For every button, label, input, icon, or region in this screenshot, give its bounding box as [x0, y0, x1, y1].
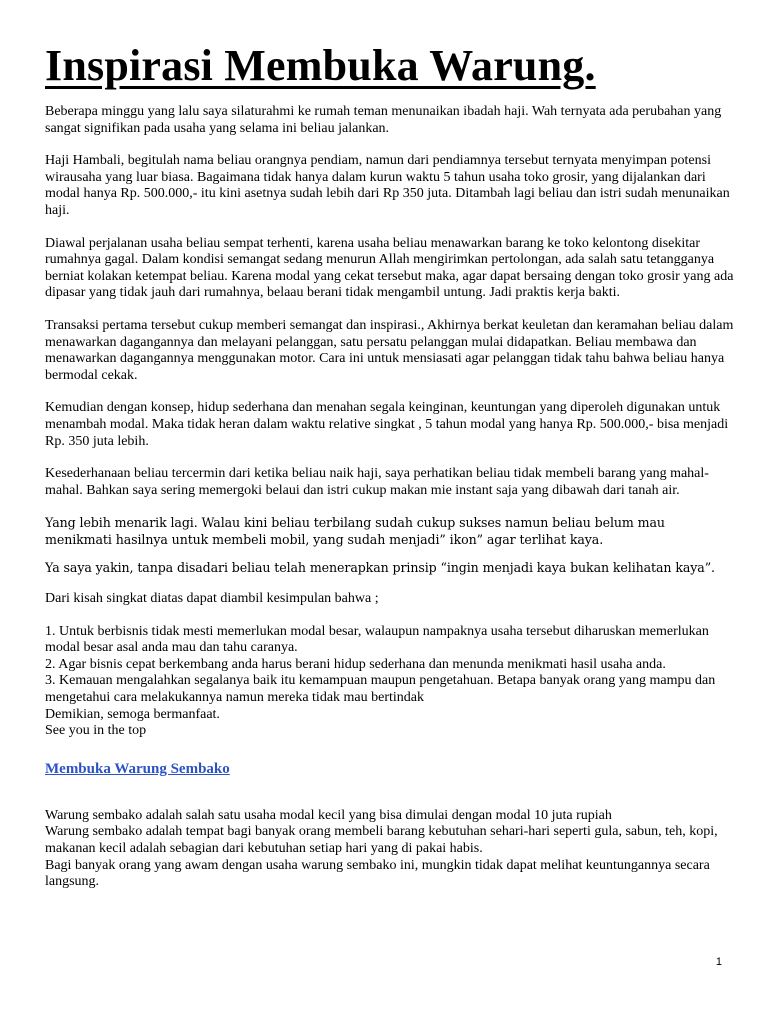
document-page [45, 40, 735, 891]
paragraph-transaksi: Transaksi pertama tersebut cukup memberi semangat dan inspirasi., Akhirnya berkat keuletan dan keramahan beliau dalam menawarkan dagangannya dan melayani pelanggan, satu persatu pelanggan mulai didapatkan. Beliau membawa dan menawarkan dagangannya menggunakan motor. Cara ini untuk mensiasati agar pelanggan tidak tahu bahwa beliau hanya bermodal cekak. [45, 317, 734, 383]
section-line-2: Warung sembako adalah tempat bagi banyak orang membeli barang kebutuhan sehari-hari seperti gula, sabun, teh, kopi, makanan kecil adalah sebagian dari kebutuhan setiap hari yang di pakai habis. [45, 824, 718, 856]
paragraph-kesederhanaan: Kesederhanaan beliau tercermin dari ketika beliau naik haji, saya perhatikan beliau tidak membeli barang yang mahal-mahal. Bahkan saya sering memergoki belaui dan istri cukup makan mie instant saja yang dibawah dari tanah air. [45, 466, 709, 498]
conclusion-item-2: 2. Agar bisnis cepat berkembang anda harus berani hidup sederhana dan menunda menikmati hasil usaha anda. [45, 656, 666, 672]
paragraph-intro: Beberapa minggu yang lalu saya silaturahmi ke rumah teman menunaikan ibadah haji. Wah ternyata ada perubahan yang sangat signifikan pada usaha yang selama ini beliau jalankan. [45, 104, 722, 136]
paragraph-haji-hambali: Haji Hambali, begitulah nama beliau orangnya pendiam, namun dari pendiamnya tersebut ternyata menyimpan potensi wirausaha yang luar biasa. Bagaimana tidak hanya dalam kurun waktu 5 tahun usaha toko grosir, yang dijalankan dari modal hanya Rp. 500.000,- itu kini asetnya sudah lebih dari Rp 350 juta. Ditambah lagi beliau dan istri sudah menunaikan haji. [45, 153, 730, 218]
see-you-line: See you in the top [45, 723, 147, 739]
paragraph-menarik: Yang lebih menarik lagi. Walau kini beliau terbilang sudah cukup sukses namun beliau belum mau menikmati hasilnya untuk membeli mobil, yang sudah menjadi” ikon” agar terlihat kaya. [45, 515, 665, 547]
paragraph-awal-usaha: Diawal perjalanan usaha beliau sempat terhenti, karena usaha beliau menawarkan barang ke toko kelontong disekitar rumahnya gagal. Dalam kondisi semangat sedang menurun Allah mengirimkan pertolongan, ada salah satu tetangganya berniat kolakan ketempat beliau. Karena modal yang cekat tersebut maka, agar dapat bersaing dengan toko grosir yang ada dipasar yang tidak jauh dari rumahnya, belaau berani tidak mengambil untung. Jadi praktis kerja bakti. [45, 235, 734, 301]
closing-line: Demikian, semoga bermanfaat. [45, 706, 220, 722]
section-line-3: Bagi banyak orang yang awam dengan usaha warung sembako ini, mungkin tidak dapat melihat keuntungannya secara langsung. [45, 857, 710, 890]
paragraph-konsep: Kemudian dengan konsep, hidup sederhana dan menahan segala keinginan, keuntungan yang diperoleh digunakan untuk menambah modal. Maka tidak heran dalam waktu relative singkat , 5 tahun modal yang hanya Rp. 500.000,- bisa menjadi Rp. 350 juta lebih. [45, 400, 729, 449]
paragraph-prinsip: Ya saya yakin, tanpa disadari beliau telah menerapkan prinsip “ingin menjadi kaya bukan kelihatan kaya”. [45, 560, 715, 576]
conclusion-item-3: 3. Kemauan mengalahkan segalanya baik itu kemampuan maupun pengetahuan. Betapa banyak orang yang mampu dan mengetahui cara melakukannya namun mereka tidak mau bertindak [45, 673, 716, 706]
page-number: 1 [715, 956, 722, 968]
paragraph-kesimpulan-intro: Dari kisah singkat diatas dapat diambil kesimpulan bahwa ; [45, 591, 379, 607]
conclusion-item-1: 1. Untuk berbisnis tidak mesti memerlukan modal besar, walaupun nampaknya usaha tersebut diharuskan memerlukan modal besar asal anda mau dan tahu caranya. [45, 623, 709, 656]
page-title: Inspirasi Membuka Warung. [45, 41, 596, 90]
section-line-1: Warung sembako adalah salah satu usaha modal kecil yang bisa dimulai dengan modal 10 juta rupiah [45, 807, 612, 823]
section-link-warung-sembako[interactable]: Membuka Warung Sembako [45, 760, 230, 777]
section-heading [45, 760, 735, 778]
